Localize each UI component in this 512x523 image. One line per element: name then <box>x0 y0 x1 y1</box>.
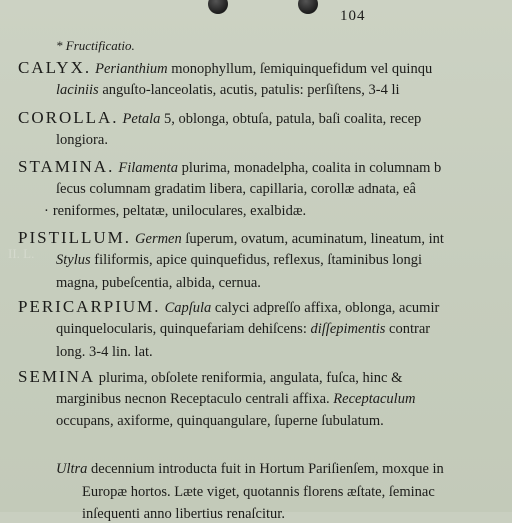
entry-corolla-line2: longiora. <box>56 132 108 148</box>
entry-semina-line3: occupans, axiforme, quinquangulare, ſuperne ſubulatum. <box>56 413 384 429</box>
entry-stamina-line3: · reniformes, peltatæ, uniloculares, exalbidæ. <box>44 203 307 219</box>
entry-pistillum-line1: PISTILLUM. Germen ſuperum, ovatum, acuminatum, lineatum, int <box>18 228 444 247</box>
entry-term: SEMINA <box>18 367 96 386</box>
entry-term: COROLLA. <box>18 108 119 127</box>
entry-semina-line2: marginibus necnon Receptaculo centrali affixa. Receptaculum <box>56 391 416 407</box>
entry-semina-line1: SEMINA plurima, obſolete reniformia, angulata, fuſca, hinc & <box>18 367 403 386</box>
section-heading: * Fructificatio. <box>56 38 135 53</box>
paragraph-line3: inſequenti anno libertius renaſcitur. <box>82 506 285 522</box>
binder-clip-right <box>298 0 318 14</box>
entry-calyx-line2: laciniis anguſto-lanceolatis, acutis, patulis: perſiſtens, 3-4 li <box>56 82 400 98</box>
entry-stamina-line1: STAMINA. Filamenta plurima, monadelpha, coalita in columnam b <box>18 157 442 176</box>
entry-pericarpium-line2: quinquelocularis, quinquefariam dehiſcens: diſſepimentis contrar <box>56 321 431 337</box>
entry-term: STAMINA. <box>18 157 115 176</box>
entry-stamina-line2: ſecus columnam gradatim libera, capillaria, corollæ adnata, eâ <box>56 181 416 197</box>
entry-term: PISTILLUM. <box>18 228 132 247</box>
margin-ghost-mark: II. L. <box>8 246 35 261</box>
entry-calyx-line1: CALYX. Perianthium monophyllum, ſemiquinquefidum vel quinqu <box>18 58 433 77</box>
entry-pericarpium-line1: PERICARPIUM. Capſula calyci adpreſſo affixa, oblonga, acumir <box>18 297 440 316</box>
binder-clip-left <box>208 0 228 14</box>
margin-dot: · <box>44 203 49 219</box>
paragraph-line2: Europæ hortos. Læte viget, quotannis florens æſtate, ſeminac <box>82 484 435 500</box>
paragraph-line1: Ultra decennium introducta fuit in Hortum Pariſienſem, moxque in <box>56 461 444 477</box>
entry-corolla-line1: COROLLA. Petala 5, oblonga, obtuſa, patula, baſi coalita, recep <box>18 108 422 127</box>
entry-pericarpium-line3: long. 3-4 lin. lat. <box>56 344 153 360</box>
entry-term: CALYX. <box>18 58 92 77</box>
page-number: 104 <box>340 8 366 24</box>
entry-term: PERICARPIUM. <box>18 297 161 316</box>
entry-pistillum-line3: magna, pubeſcentia, albida, cernua. <box>56 275 261 291</box>
entry-pistillum-line2: Stylus filiformis, apice quinquefidus, reflexus, ſtaminibus longi <box>56 252 423 268</box>
